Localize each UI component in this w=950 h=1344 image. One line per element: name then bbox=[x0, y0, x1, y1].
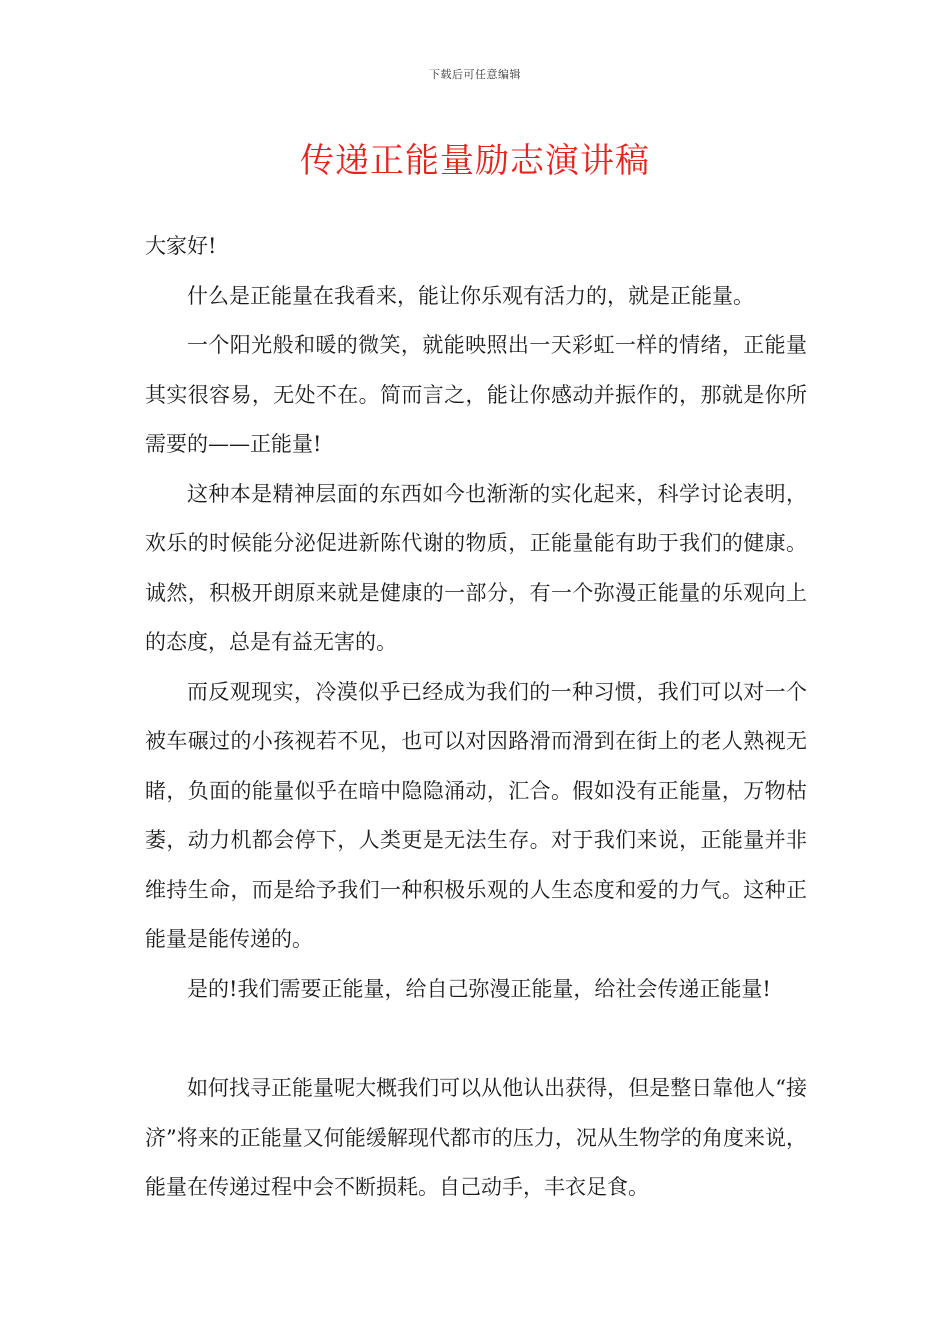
greeting: 大家好! bbox=[145, 234, 217, 258]
paragraph-2: 一个阳光般和暖的微笑，就能映照出一天彩虹一样的情绪，正能量其实很容易，无处不在。简而言之，能让你感动并振作的，那就是你所需要的——正能量! bbox=[145, 333, 807, 456]
paragraph-3: 这种本是精神层面的东西如今也渐渐的实化起来，科学讨论表明，欢乐的时候能分泌促进新陈代谢的物质，正能量能有助于我们的健康。诚然，积极开朗原来就是健康的一部分，有一个弥漫正能量的乐观向上的态度，总是有益无害的。 bbox=[145, 481, 807, 654]
paragraph-6: 如何找寻正能量呢大概我们可以从他认出获得，但是整日靠他人“接济”将来的正能量又何能缓解现代都市的压力，况从生物学的角度来说，能量在传递过程中会不断损耗。自己动手，丰衣足食。 bbox=[145, 1076, 807, 1199]
paragraph-5: 是的!我们需要正能量，给自己弥漫正能量，给社会传递正能量! bbox=[187, 976, 771, 1001]
paragraph-1: 什么是正能量在我看来，能让你乐观有活力的，就是正能量。 bbox=[187, 283, 754, 308]
document-body bbox=[145, 222, 807, 1213]
header-note: 下载后可任意编辑 bbox=[429, 68, 521, 81]
paragraph-4: 而反观现实，冷漠似乎已经成为我们的一种习惯，我们可以对一个被车碾过的小孩视若不见，也可以对因路滑而滑到在街上的老人熟视无睹，负面的能量似乎在暗中隐隐涌动，汇合。假如没有正能量，万物枯萎，动力机都会停下，人类更是无法生存。对于我们来说，正能量并非维持生命，而是给予我们一种积极乐观的人生态度和爱的力气。这种正能量是能传递的。 bbox=[145, 679, 807, 951]
document-title: 传递正能量励志演讲稿 bbox=[300, 141, 650, 181]
